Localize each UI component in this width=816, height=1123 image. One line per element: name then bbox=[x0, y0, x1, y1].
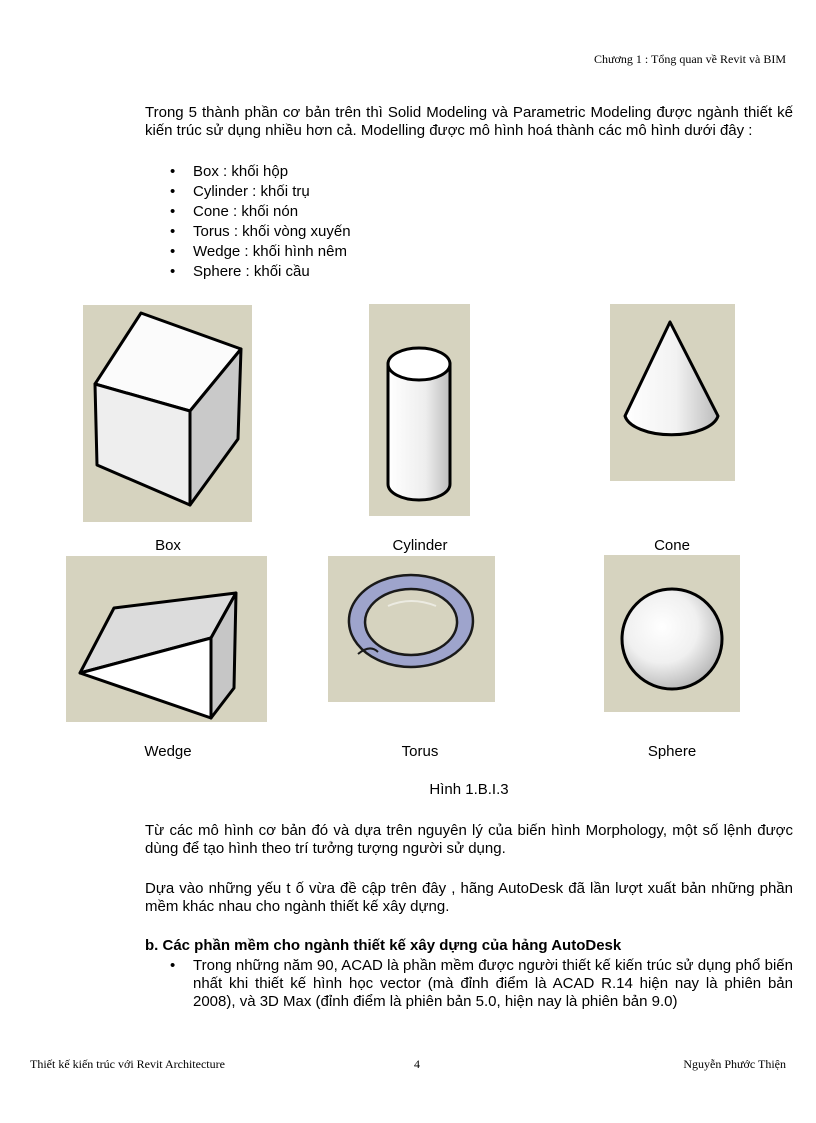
page-number: 4 bbox=[414, 1057, 420, 1071]
torus-label: Torus bbox=[401, 743, 439, 760]
wedge-label: Wedge bbox=[144, 743, 192, 760]
cylinder-figure bbox=[369, 304, 470, 516]
box-label: Box bbox=[155, 537, 181, 554]
list-item: • Wedge : khối hình nêm bbox=[168, 242, 351, 262]
footer-title: Thiết kế kiến trúc với Revit Architecture bbox=[30, 1057, 225, 1071]
intro-paragraph: Trong 5 thành phần cơ bản trên thì Solid Modeling và Parametric Modeling được ngành thiết kế kiến trúc sử dụng nhiều hơn cả. Modelling được mô hình hoá thành các mô hình dưới đây : bbox=[145, 104, 793, 139]
autodesk-paragraph: Dựa vào những yếu t ố vừa đề cập trên đây , hãng AutoDesk đã lần lượt xuất bản những phần mềm khác nhau cho ngành thiết kế xây dựng. bbox=[145, 880, 793, 915]
page-header: Chương 1 : Tổng quan về Revit và BIM bbox=[594, 52, 786, 66]
section-heading: b. Các phần mềm cho ngành thiết kế xây dựng của hảng AutoDesk bbox=[145, 937, 622, 954]
sphere-label: Sphere bbox=[647, 743, 697, 760]
cylinder-label: Cylinder bbox=[392, 537, 448, 554]
list-item: • Box : khối hộp bbox=[168, 162, 351, 182]
figure-caption: Hình 1.B.I.3 bbox=[429, 781, 509, 798]
bullet-icon: • bbox=[170, 957, 176, 974]
list-item: • Cylinder : khối trụ bbox=[168, 182, 351, 202]
shape-list bbox=[168, 162, 351, 282]
footer-author: Nguyễn Phước Thiện bbox=[683, 1057, 786, 1071]
list-item bbox=[168, 957, 793, 1011]
cone-label: Cone bbox=[654, 537, 690, 554]
list-item: • Torus : khối vòng xuyến bbox=[168, 222, 351, 242]
torus-figure bbox=[328, 556, 495, 702]
cone-figure bbox=[610, 304, 735, 481]
morphology-paragraph: Từ các mô hình cơ bản đó và dựa trên nguyên lý của biến hình Morphology, một số lệnh được dùng để tạo hình theo trí tưởng tượng người sử dụng. bbox=[145, 822, 793, 857]
wedge-figure bbox=[66, 556, 267, 722]
list-item: • Sphere : khối cầu bbox=[168, 262, 351, 282]
sphere-figure bbox=[604, 555, 740, 712]
list-item: • Cone : khối nón bbox=[168, 202, 351, 222]
box-figure bbox=[83, 305, 252, 522]
list-item-text: Trong những năm 90, ACAD là phần mềm được người thiết kế kiến trúc sử dụng phổ biến nhất khi thiết kế hình học vector (mà đỉnh điểm là ACAD R.14 hiện nay là phiên bản 2008), và 3D Max (đỉnh điểm là phiên bản 5.0, hiện nay là phiên bản 9.0) bbox=[193, 957, 793, 1010]
